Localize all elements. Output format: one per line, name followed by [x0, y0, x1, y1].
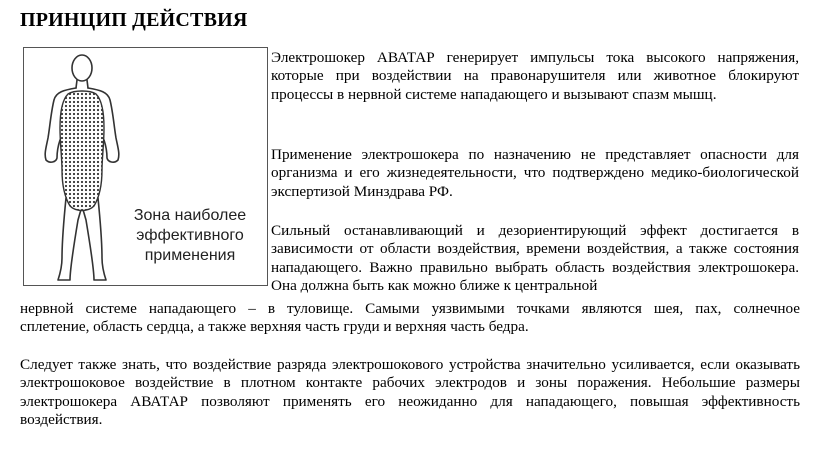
- paragraph-4: Следует также знать, что воздействие разряда электрошокового устройства значительно усиливается, если оказывать электрошоковое воздействие в плотном контакте рабочих электродов и зоны поражения. Небольшие размеры электрошокера АВАТАР позволяют применять его неожиданно для нападающего, повышая эффективность воздействия.: [20, 356, 800, 428]
- effective-zone-figure: [23, 47, 268, 286]
- effective-zone-area: [60, 91, 104, 211]
- page-title: ПРИНЦИП ДЕЙСТВИЯ: [20, 9, 248, 31]
- figure-caption: Зона наиболее эффективного применения: [133, 207, 247, 264]
- paragraph-2: Применение электрошокера по назначению не представляет опасности для организма и его жизнедеятельности, что подтверждено медико-биологической экспертизой Минздрава РФ.: [271, 146, 799, 200]
- paragraph-3-beside-figure: Сильный останавливающий и дезориентирующий эффект достигается в зависимости от области воздействия, времени воздействия, а также состояния нападающего. Важно правильно выбрать область воздействия электрошокера. Она должна быть как можно ближе к центральной: [271, 222, 799, 294]
- paragraph-3-line-2: сплетение, область сердца, а также верхняя часть груди и верхняя часть бедра.: [20, 318, 529, 335]
- paragraph-1: Электрошокер АВАТАР генерирует импульсы тока высокого напряжения, которые при воздействии на правонарушителя или животное блокируют процессы в нервной системе нападающего и вызывают спазм мышц.: [271, 49, 799, 103]
- head-outline: [72, 55, 92, 81]
- paragraph-3-line-1: нервной системе нападающего – в туловище. Самыми уязвимыми точками являются шея, пах, солнечное: [20, 300, 800, 317]
